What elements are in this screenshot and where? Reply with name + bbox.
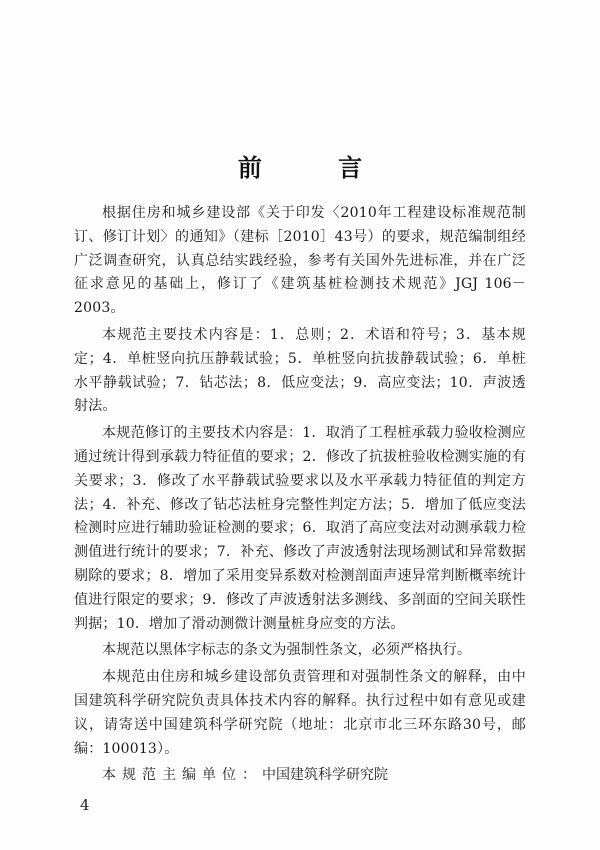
foreword-body [74,202,526,788]
chief-editor-value: 中国建筑科学研究院 [262,767,388,784]
page-number: 4 [80,796,90,814]
paragraph-main-content: 本规范主要技术内容是：1．总则；2．术语和符号；3．基本规定；4．单桩竖向抗压静载试验；5．单桩竖向抗拔静载试验；6．单桩水平静载试验；7．钻芯法；8．低应变法；9．高应变法；10．声波透射法。 [74,326,526,415]
page-title: 前 言 [237,154,397,182]
paragraph-management: 本规范由住房和城乡建设部负责管理和对强制性条文的解释，由中国建筑科学研究院负责具体技术内容的解释。执行过程中如有意见或建议，请寄送中国建筑科学研究院（地址：北京市北三环东路30号，邮编：100013）。 [74,669,526,757]
paragraph-revisions: 本规范修订的主要技术内容是：1．取消了工程桩承载力验收检测应通过统计得到承载力特征值的要求；2．修改了抗拔桩验收检测实施的有关要求；3．修改了水平静载试验要求以及水平承载力特征值的判定方法；4．补充、修改了钻芯法桩身完整性判定方法；5．增加了低应变法检测时应进行辅助验证检测的要求；6．取消了高应变法对动测承载力检测值进行统计的要求；7．补充、修改了声波透射法现场测试和异常数据剔除的要求；8．增加了采用变异系数对检测剖面声速异常判断概率统计值进行限定的要求；9．修改了声波透射法多测线、多剖面的空间关联性判据；10．增加了滑动测微计测量桩身应变的方法。 [74,425,526,632]
paragraph-mandatory: 本规范以黑体字标志的条文为强制性条文，必须严格执行。 [102,642,472,659]
chief-editor-line [74,764,526,788]
chief-editor-label: 本规范主编单位： [102,767,262,784]
paragraph-intro: 根据住房和城乡建设部《关于印发〈2010年工程建设标准规范制订、修订计划〉的通知》（建标［2010］43号）的要求，规范编制组经广泛调查研究，认真总结实践经验，参考有关国外先进标准，并在广泛征求意见的基础上，修订了《建筑基桩检测技术规范》JGJ 106－2003。 [74,205,526,317]
